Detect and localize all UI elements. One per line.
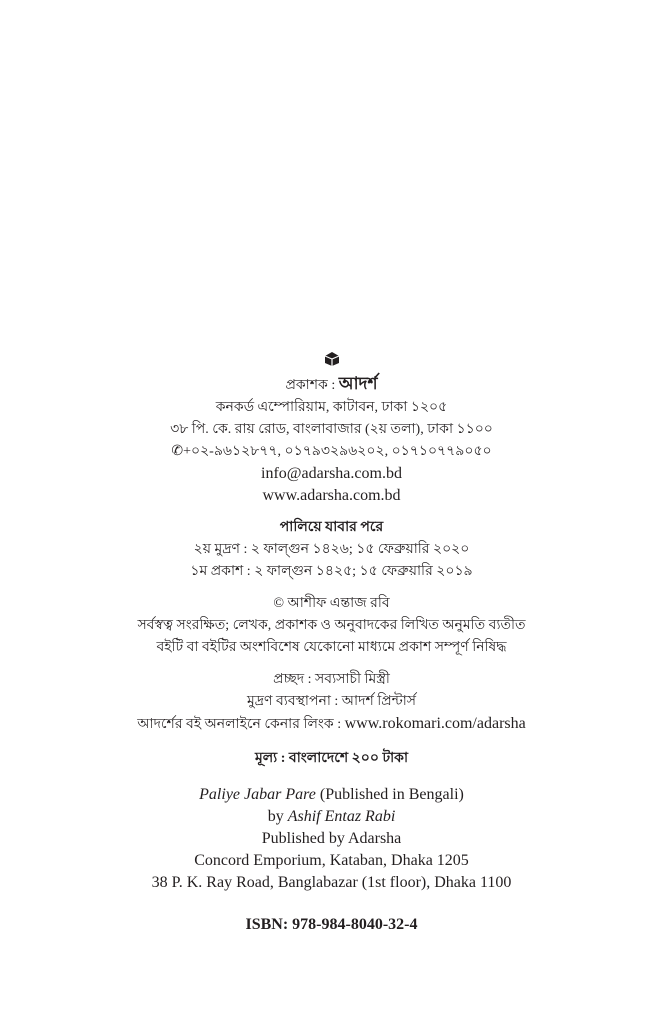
publisher-website: www.adarsha.com.bd (262, 487, 401, 504)
printing-credit: মুদ্রণ ব্যবস্থাপনা : আদর্শ প্রিন্টার্স (246, 694, 417, 709)
publisher-logo (0, 351, 663, 373)
online-url: www.rokomari.com/adarsha (344, 715, 526, 732)
publisher-address-2: ৩৮ পি. কে. রায় রোড, বাংলাবাজার (২য় তলা), ঢাকা ১১০০ (170, 422, 493, 437)
second-print: ২য় মুদ্রণ : ২ ফাল্গুন ১৪২৬; ১৫ ফেব্রুয়ারি ২০২০ (193, 542, 470, 557)
phone-line (0, 441, 663, 463)
publisher-label: প্রকাশক : (285, 378, 336, 393)
adarsha-logo-icon (324, 351, 340, 367)
publisher-line (0, 373, 663, 397)
imprint-page (0, 351, 663, 936)
cover-credit: প্রচ্ছদ : সব্যসাচী মিস্ত্রী (273, 672, 390, 687)
online-label: আদর্শের বই অনলাইনে কেনার লিংক : (137, 717, 342, 732)
phone-numbers: +০২-৯৬১২৮৭৭, ০১৭৯৩২৯৬২০২, ০১৭১০৭৭৯০৫০ (183, 444, 492, 459)
english-author-line (0, 806, 663, 828)
english-title-line (0, 784, 663, 806)
by-label: by (267, 808, 284, 825)
english-address-2: 38 P. K. Ray Road, Banglabazar (1st floor), Dhaka 1100 (151, 874, 512, 891)
english-title-note: (Published in Bengali) (319, 786, 464, 803)
english-publisher: Published by Adarsha (261, 830, 402, 847)
online-link-line (0, 713, 663, 736)
copyright-notice-1: সর্বস্বত্ব সংরক্ষিত; লেখক, প্রকাশক ও অনুবাদকের লিখিত অনুমতি ব্যতীত (137, 618, 526, 633)
english-address-1: Concord Emporium, Kataban, Dhaka 1205 (194, 852, 469, 869)
publisher-address-1: কনকর্ড এম্পোরিয়াম, কাটাবন, ঢাকা ১২০৫ (215, 400, 448, 415)
isbn: ISBN: 978-984-8040-32-4 (245, 916, 418, 933)
copyright-holder: © আশীফ এন্তাজ রবি (273, 596, 390, 611)
first-edition: ১ম প্রকাশ : ২ ফাল্গুন ১৪২৫; ১৫ ফেব্রুয়ারি ২০১৯ (190, 564, 473, 579)
publisher-name: আদর্শ (338, 374, 378, 393)
english-author: Ashif Entaz Rabi (287, 808, 396, 825)
price: মূল্য : বাংলাদেশে ২০০ টাকা (254, 751, 409, 766)
copyright-notice-2: বইটি বা বইটির অংশবিশেষ যেকোনো মাধ্যমে প্রকাশ সম্পূর্ণ নিষিদ্ধ (156, 640, 507, 655)
phone-icon: ✆ (171, 444, 184, 459)
english-title: Paliye Jabar Pare (199, 786, 316, 803)
book-title: পালিয়ে যাবার পরে (279, 520, 384, 535)
publisher-email: info@adarsha.com.bd (261, 465, 402, 482)
